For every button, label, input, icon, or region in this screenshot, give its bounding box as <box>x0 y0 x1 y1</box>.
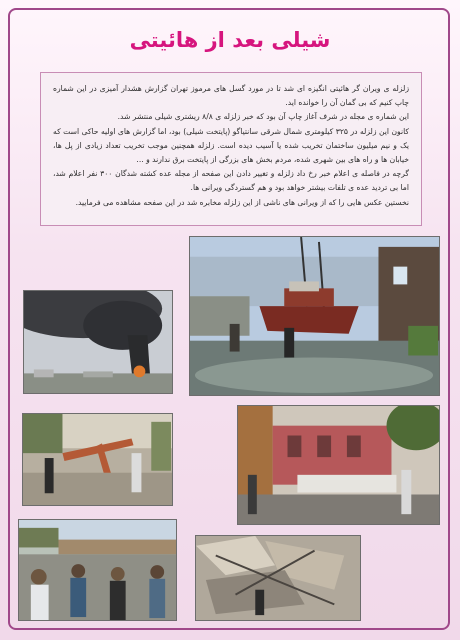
paragraph-epicenter: کانون این زلزله در ۳۲۵ کیلومتری شمال شرقی سانتیاگو (پایتخت شیلی) بود، اما گزارش های اولیه حاکی است که یک و نیم میلیون ساختمان تخریب شده یا آسیب دیده است. زلزله همچنین موجب تخریب تعداد زیادی از پل ها، خیابان ها و راه های بین شهری شده، مردم بخش های بزرگی از پایتخت برق ندارند و ... <box>53 126 410 165</box>
paragraph-intro: زلزله ی ویران گر هائیتی انگیزه ای شد تا در مورد گسل های مرموز تهران گزارش هشدار آمیزی در این شماره چاپ کنیم که بی گمان آن را خوانده اید. <box>53 84 409 108</box>
page-title: شیلی بعد از هائیتی <box>129 28 331 52</box>
photo-stranded-boat <box>189 236 440 396</box>
photo-rubble-workers <box>22 413 173 506</box>
paragraph-news: این شماره ی مجله در شرف آغاز چاپ آن بود که خبر زلزله ی ۸/۸ ریشتری شیلی منتشر شد. <box>117 112 409 122</box>
article-text-box <box>40 72 422 226</box>
photo-damaged-street <box>237 405 440 525</box>
photo-smoke-plume <box>23 290 173 394</box>
paragraph-photos: نخستین عکس هایی را که از ویرانی های ناشی از این زلزله مخابره شد در این صفحه مشاهده می فرمایید. <box>75 197 409 207</box>
photo-collapsed-building <box>195 535 361 621</box>
paragraph-casualties: گرچه در فاصله ی اعلام خبر رخ داد زلزله و تغییر دادن این صفحه از مجله عده کشته شدگان ۳۰۰ نفر اعلام شد، اما بی تردید عده ی تلفات بیشتر خواهد بود و هم گستردگی ویرانی ها. <box>53 169 409 193</box>
photo-crowd <box>18 519 177 621</box>
